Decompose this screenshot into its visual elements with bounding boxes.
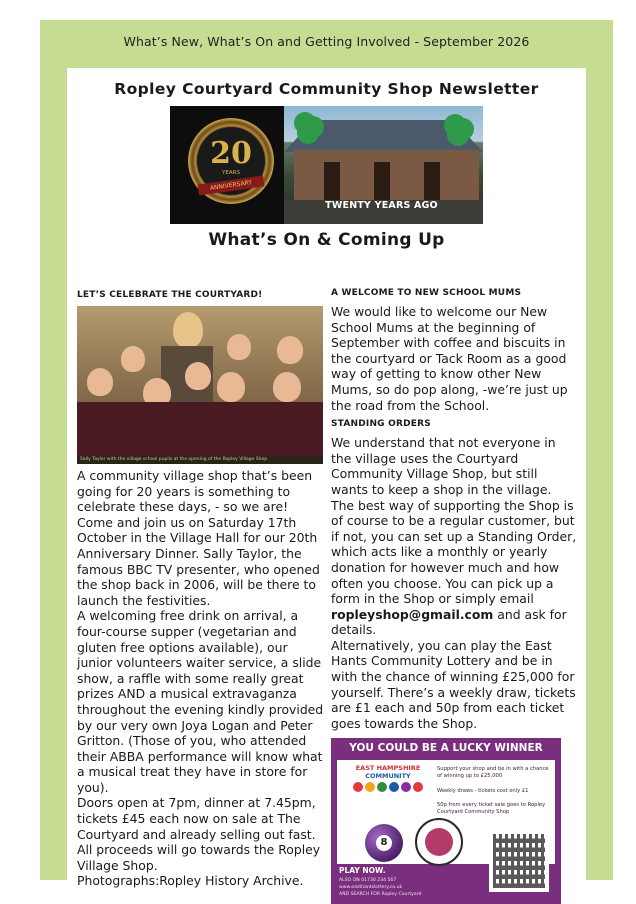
ball-icon [413,782,423,792]
school-uniforms [77,402,323,456]
standing-text: We understand that not everyone in the village uses the Courtyard Community Village Shop, but still wants to keep a shop in the village. The best way of supporting the Shop is of course to be a regular customer, but if not, you can set up a Standing Order, which acts like a monthly or yearly donation for however much and how often you choose. You can pick up a form in the Shop or simply email [331,435,577,607]
child-head [273,372,301,402]
child-head [217,372,245,402]
lottery-line: 50p from every ticket sale goes to Ropley Courtyard Community Shop [437,802,546,816]
child-head [227,334,251,360]
play-line: ALSO ON 01730 234 567 [339,878,397,884]
play-line: AND SEARCH FOR Ropley Courtyard [339,892,422,898]
qr-pattern [493,834,545,888]
badge-ribbon: ANNIVERSARY [198,175,265,195]
welcome-heading: A WELCOME TO NEW SCHOOL MUMS [331,288,522,298]
child-head [121,346,145,372]
lottery-line: Support your shop and be in with a chance of winning up to £25,000 [437,766,549,780]
lottery-balls [353,782,423,792]
door-shape [374,162,390,200]
article-paragraph: Doors open at 7pm, dinner at 7.45pm, tickets £45 each now on sale at The Courtyard and already selling out fast. All proceeds will go towards the Ropley Village Shop. [77,795,321,873]
door-shape [324,162,340,200]
email-link[interactable]: ropleyshop@gmail.com [331,606,494,622]
logo-line: EAST HAMPSHIRE [355,764,421,773]
ball-number: 8 [376,835,392,851]
child-head [185,362,211,390]
article-paragraph: A community village shop that’s been going for 20 years is something to celebrate these days, - so we are! Come and join us on Saturday 17th October in the Village Hall for our 20th Anniversary Dinner. Sally Taylor, the famous BBC TV presenter, who opened the shop back in 2006, will be there to launch the festivities. [77,468,320,608]
play-line[interactable]: www.easthantslottery.co.uk [339,885,403,891]
right-column [331,288,577,904]
child-head [277,336,303,364]
child-head [87,368,113,396]
lottery-title: YOU COULD BE A LUCKY WINNER [349,742,543,755]
standing-orders-heading: STANDING ORDERS [331,419,431,430]
ball-icon [365,782,375,792]
top-banner: What’s New, What’s On and Getting Involved - September 2026 [123,34,530,49]
anniversary-badge [188,118,274,204]
standing-text-end: and ask for details. [331,606,567,638]
lottery-advert[interactable] [331,738,561,904]
ball-icon [377,782,387,792]
newsletter-page [40,20,613,898]
left-column [77,290,325,889]
photo-caption: Sally Taylor with the village school pupils at the opening of the Ropley Village Shop [77,456,323,464]
qr-code[interactable] [489,830,549,892]
hero-banner-image [170,106,483,224]
newsletter-title: Ropley Courtyard Community Shop Newsletter [114,80,539,98]
ball-icon [401,782,411,792]
logo-line: COMMUNITY [365,772,411,781]
play-now-label: PLAY NOW. [339,866,386,876]
seal-center [425,828,453,856]
celebrate-heading: LET’S CELEBRATE THE COURTYARD! [77,290,263,300]
badge-sub: YEARS [222,170,240,176]
person-head [173,312,203,348]
pool-ball-icon [365,824,403,862]
photo-credit: Photographs:Ropley History Archive. [77,873,304,889]
celebrate-article [77,468,325,889]
ball-icon [353,782,363,792]
welcome-text: We would like to welcome our New School Mums at the beginning of September with coffee and biscuits in the courtyard or Tack Room as a good way of getting to know other New Mums, so do pop along, -we’re just up the road from the School. [331,304,568,413]
clover-icon [444,114,466,136]
clover-icon [294,112,316,134]
standing-orders-text [331,435,577,638]
lottery-text: Alternatively, you can play the East Hants Community Lottery and be in with the chance of winning £25,000 for yourself. There’s a weekly draw, tickets are £1 each and 50p from each ticket goes towards the Shop. [331,637,576,731]
badge-number: 20 [210,136,252,171]
ball-icon [389,782,399,792]
article-paragraph: A welcoming free drink on arrival, a four-course supper (vegetarian and gluten free options available), our junior volunteers waiter service, a slide show, a raffle with some really great prizes AND a musical extravaganza throughout the evening kindly provided by our very own Joya Logan and Peter Gritton. (Those of you, who attended their ABBA performance will know what a musical treat they have in store for you). [77,608,324,795]
lottery-line: Weekly draws - tickets cost only £1 [437,788,529,795]
section-heading: What’s On & Coming Up [208,230,445,250]
children-photo [77,306,323,464]
shop-seal-logo [415,818,463,866]
door-shape [424,162,440,200]
newsletter-content [67,68,586,898]
hero-caption: TWENTY YEARS AGO [325,200,438,211]
